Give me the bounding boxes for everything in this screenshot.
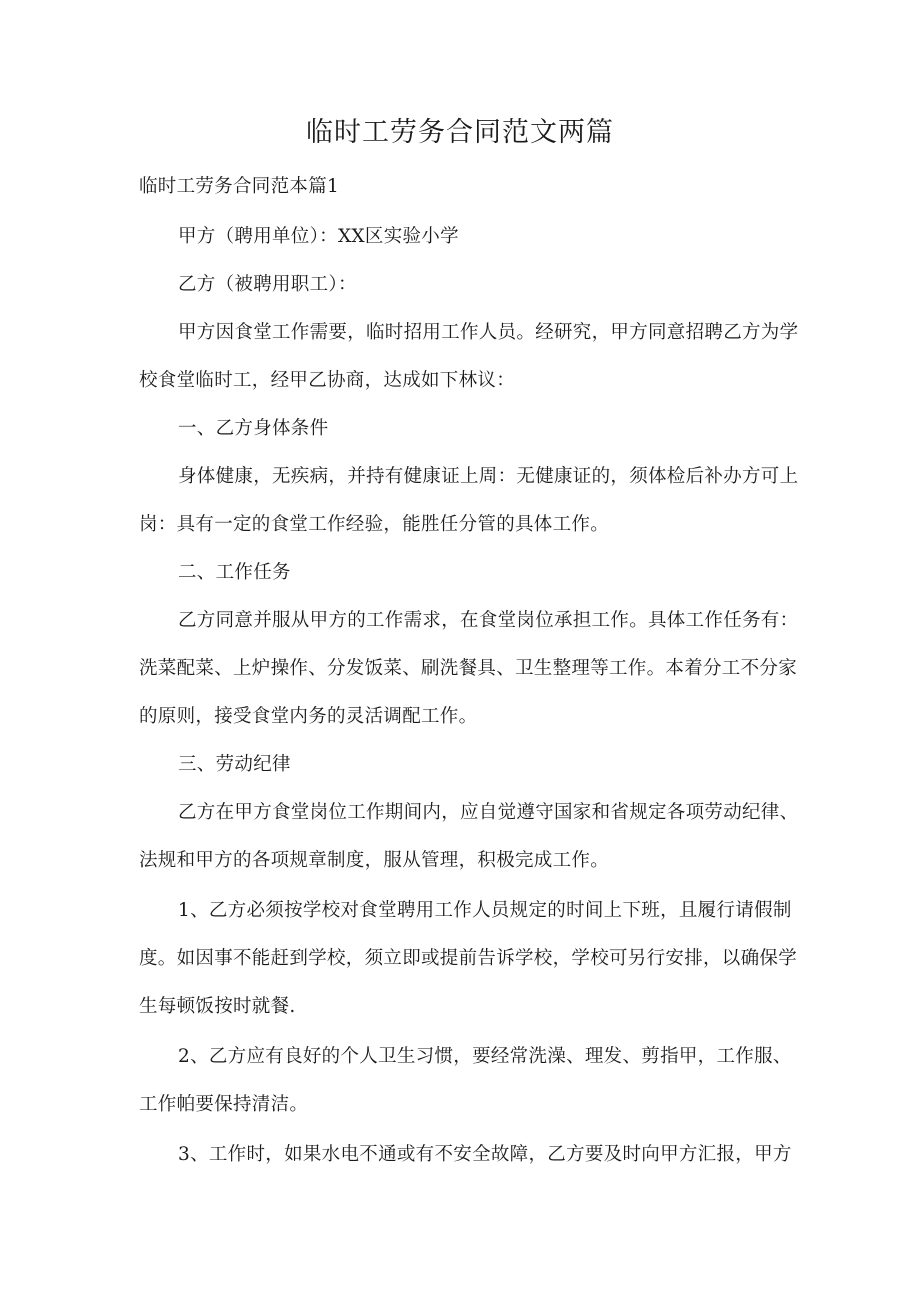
section3-heading: 三、劳动纪律: [178, 754, 291, 775]
party-b: 乙方（被聘用职工）：: [178, 274, 357, 295]
intro-line-1: 甲方因食堂工作需要，临时招用工作人员。经研究，甲方同意招聘乙方为学: [178, 322, 799, 343]
party-a: 甲方（聘用单位）：XX区实验小学: [178, 226, 459, 247]
intro-line-2: 校食堂临时工，经甲乙协商，达成如下林议：: [139, 370, 516, 391]
section1-line-2: 岗：具有一定的食堂工作经验，能胜任分管的具体工作。: [139, 514, 610, 535]
section2-line-3: 的原则，接受食堂内务的灵活调配工作。: [139, 706, 478, 727]
section1-line-1: 身体健康，无疾病，并持有健康证上周：无健康证的，须体检后补办方可上: [178, 466, 799, 487]
item2-line-1: 2、乙方应有良好的个人卫生习惯，要经常洗澡、理发、剪指甲，工作服、: [178, 1046, 792, 1067]
item1-line-1: 1、乙方必须按学校对食堂聘用工作人员规定的时间上下班，且履行请假制: [178, 900, 792, 921]
section3-line-1: 乙方在甲方食堂岗位工作期间内，应自觉遵守国家和省规定各项劳动纪律、: [178, 802, 799, 823]
item1-line-2: 度。如因事不能赶到学校，须立即或提前告诉学校，学校可另行安排，以确保学: [139, 948, 798, 969]
section2-heading: 二、工作任务: [178, 562, 291, 583]
section2-line-1: 乙方同意并服从甲方的工作需求，在食堂岗位承担工作。具体工作任务有：: [178, 610, 799, 631]
item2-line-2: 工作帕要保持清洁。: [139, 1094, 309, 1115]
item1-line-3: 生每顿饭按时就餐.: [139, 996, 296, 1017]
section3-line-2: 法规和甲方的各项规章制度，服从管理，积极完成工作。: [139, 850, 610, 871]
item3-line-1: 3、工作时，如果水电不通或有不安全故障，乙方要及时向甲方汇报，甲方: [178, 1144, 792, 1165]
document-subtitle: 临时工劳务合同范本篇1: [139, 176, 340, 197]
section1-heading: 一、乙方身体条件: [178, 418, 329, 439]
section2-line-2: 洗菜配菜、上炉操作、分发饭菜、刷洗餐具、卫生整理等工作。本着分工不分家: [139, 658, 798, 679]
document-title: 临时工劳务合同范文两篇: [306, 117, 614, 148]
